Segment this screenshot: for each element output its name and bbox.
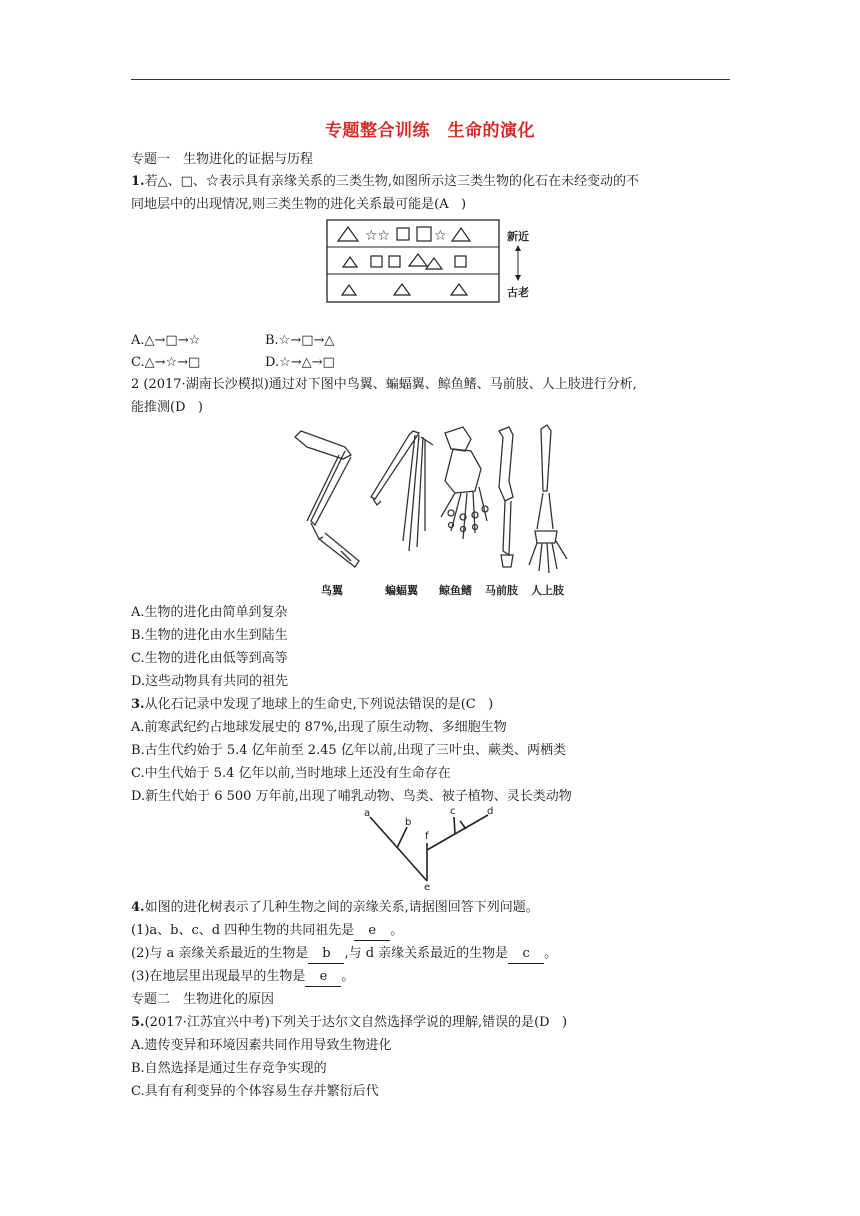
tree-label-a: a <box>364 808 371 819</box>
tree-label-c: c <box>450 806 456 817</box>
answer-3: C <box>465 697 476 712</box>
header-rule <box>131 79 730 80</box>
svg-text:☆: ☆ <box>434 228 447 244</box>
label-new: 新近 <box>507 230 529 243</box>
question-number: 3. <box>131 697 145 712</box>
evolution-tree-figure <box>360 805 510 890</box>
q2-option-d: D.这些动物具有共同的祖先 <box>131 674 289 689</box>
q2-option-a: A.生物的进化由简单到复杂 <box>131 605 288 620</box>
question-3-stem: 3.从化石记录中发现了地球上的生命史,下列说法错误的是(C ) <box>131 697 494 712</box>
answer-blank: e <box>305 968 341 987</box>
q5-option-c: C.具有有利变异的个体容易生存并繁衍后代 <box>131 1084 379 1099</box>
q1-option-b: B.☆→□→△ <box>265 333 335 348</box>
q3-option-b: B.古生代约始于 5.4 亿年前至 2.45 亿年以前,出现了三叶虫、蕨类、两栖类 <box>131 743 566 758</box>
answer-5: D <box>539 1015 550 1030</box>
q3-option-a: A.前寒武纪约占地球发展史的 87%,出现了原生动物、多细胞生物 <box>131 720 507 735</box>
fossil-strata-figure <box>325 218 565 308</box>
limb-label-human: 人上肢 <box>531 584 564 597</box>
question-number: 1. <box>131 174 145 189</box>
q4-part-3: (3)在地层里出现最早的生物是 e 。 <box>131 968 354 987</box>
answer-blank: c <box>508 945 544 964</box>
answer-blank: e <box>354 922 390 941</box>
q2-option-c: C.生物的进化由低等到高等 <box>131 651 288 666</box>
svg-text:☆☆: ☆☆ <box>365 228 391 244</box>
answer-blank: b <box>308 945 344 964</box>
question-4-stem: 4.如图的进化树表示了几种生物之间的亲缘关系,请据图回答下列问题。 <box>131 900 539 915</box>
q3-option-c: C.中生代始于 5.4 亿年以前,当时地球上还没有生命存在 <box>131 766 451 781</box>
question-1-line-2: 同地层中的出现情况,则三类生物的进化关系最可能是(A ) <box>131 197 467 212</box>
label-old: 古老 <box>507 286 529 299</box>
q1-option-a: A.△→□→☆ <box>131 333 201 348</box>
limb-label-whale: 鲸鱼鳍 <box>439 584 472 597</box>
answer-1: A <box>439 197 449 212</box>
q5-option-a: A.遗传变异和环境因素共同作用导致生物进化 <box>131 1038 392 1053</box>
tree-label-d: d <box>487 806 494 817</box>
question-5-stem: 5.(2017·江苏宜兴中考)下列关于达尔文自然选择学说的理解,错误的是(D ) <box>131 1015 568 1030</box>
q5-option-b: B.自然选择是通过生存竞争实现的 <box>131 1061 327 1076</box>
tree-label-f: f <box>425 831 429 842</box>
homologous-limbs-figure <box>285 421 585 601</box>
question-1-line-1: 1.若△、□、☆表示具有亲缘关系的三类生物,如图所示这三类生物的化石在未经变动的不 <box>131 174 639 189</box>
question-2-line-1: 2 (2017·湖南长沙模拟)通过对下图中鸟翼、蝙蝠翼、鲸鱼鳍、马前肢、人上肢进行分析, <box>131 377 637 392</box>
q4-part-1: (1)a、b、c、d 四种生物的共同祖先是 e 。 <box>131 922 403 941</box>
question-2-line-2: 能推测(D ) <box>131 400 203 415</box>
q1-option-d: D.☆→△→□ <box>265 355 335 370</box>
question-number: 4. <box>131 900 145 915</box>
q3-option-d: D.新生代始于 6 500 万年前,出现了哺乳动物、鸟类、被子植物、灵长类动物 <box>131 789 572 804</box>
limb-label-bat: 蝙蝠翼 <box>385 584 418 597</box>
q1-option-c: C.△→☆→□ <box>131 355 201 370</box>
limb-label-bird: 鸟翼 <box>321 584 343 597</box>
tree-label-e: e <box>424 882 431 890</box>
section-heading-1: 专题一 生物进化的证据与历程 <box>131 152 314 167</box>
page-title: 专题整合训练 生命的演化 <box>325 121 535 141</box>
question-number: 5. <box>131 1015 145 1030</box>
tree-label-b: b <box>405 817 412 828</box>
q4-part-2: (2)与 a 亲缘关系最近的生物是 b ,与 d 亲缘关系最近的生物是 c 。 <box>131 945 557 964</box>
answer-2: D <box>175 400 186 415</box>
q2-option-b: B.生物的进化由水生到陆生 <box>131 628 288 643</box>
limb-label-horse: 马前肢 <box>485 584 518 597</box>
section-heading-2: 专题二 生物进化的原因 <box>131 992 275 1007</box>
